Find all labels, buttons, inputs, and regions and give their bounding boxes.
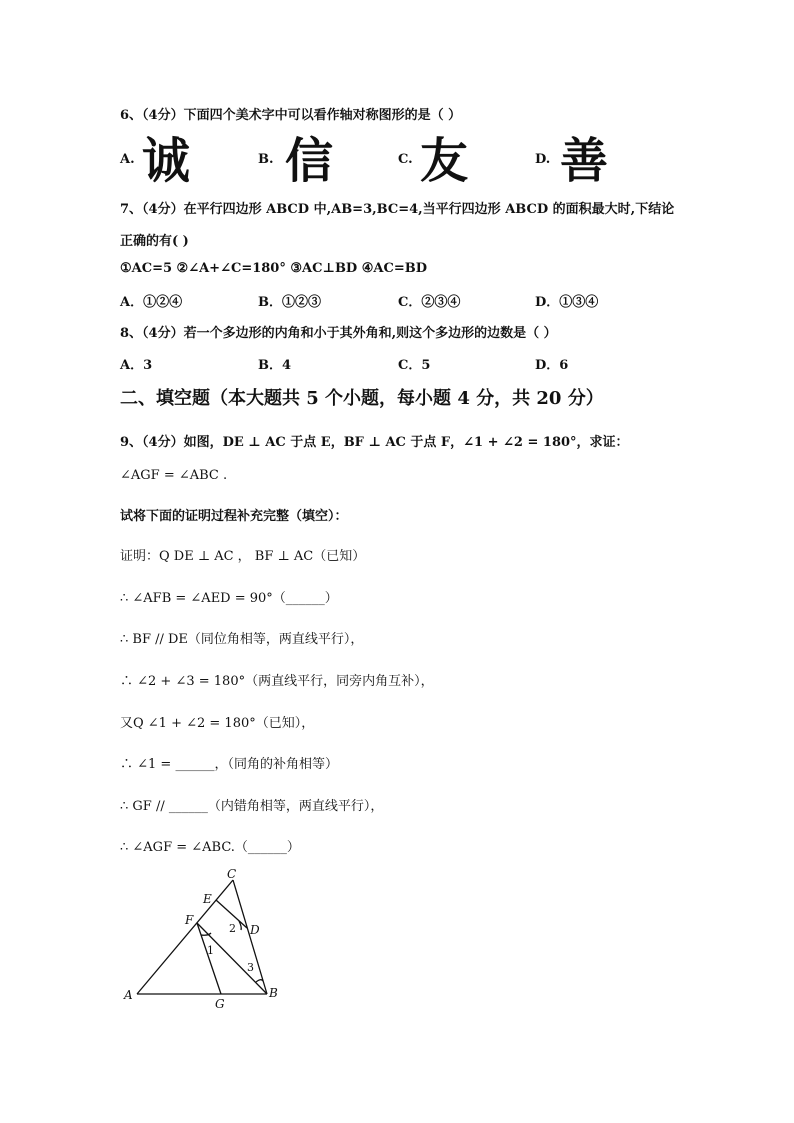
- proof-line-6: ∴ ∠1 = ______，（同角的补角相等）: [120, 757, 338, 772]
- q7-option-b: B．①②③: [258, 295, 321, 310]
- angle-3-arc: [256, 980, 263, 982]
- proof-line-4: ∴ ∠2 + ∠3 = 180°（两直线平行，同旁内角互补），: [120, 674, 434, 689]
- proof-line-1: 证明：Q DE ⊥ AC ， BF ⊥ AC（已知）: [120, 549, 366, 564]
- q6-stem: 6、（4分）下面四个美术字中可以看作轴对称图形的是（ ）: [120, 108, 462, 123]
- q6-option-b-label: B.: [258, 152, 274, 167]
- q7-statements: ①AC=5 ②∠A+∠C=180° ③AC⊥BD ④AC=BD: [120, 261, 427, 276]
- q7-option-a: A．①②④: [120, 295, 183, 310]
- label-angle-3: 3: [247, 961, 254, 974]
- label-angle-1: 1: [207, 944, 214, 957]
- q7-stem-line2: 正确的有( ): [120, 234, 189, 249]
- q7-stem-line1: 7、（4分）在平行四边形 ABCD 中,AB=3,BC=4,当平行四边形 ABCD 的面积最大时,下结论: [120, 202, 675, 217]
- q6-option-d-char: 善: [560, 133, 609, 189]
- q9-instruction: 试将下面的证明过程补充完整（填空）：: [120, 509, 348, 524]
- segment-ac: [137, 880, 233, 994]
- q8-option-c: C．5: [398, 358, 431, 373]
- q8-option-b: B．4: [258, 358, 292, 373]
- label-e: E: [203, 892, 212, 906]
- q8-stem: 8、（4分）若一个多边形的内角和小于其外角和,则这个多边形的边数是（ ）: [120, 326, 557, 341]
- proof-line-5: 又Q ∠1 + ∠2 = 180°（已知），: [120, 716, 315, 731]
- geometry-figure: [115, 866, 295, 1016]
- label-d: D: [250, 923, 260, 937]
- section-title: 二、填空题（本大题共 5 个小题，每小题 4 分，共 20 分）: [120, 388, 604, 409]
- q6-option-a-char: 诚: [142, 133, 191, 189]
- q7-option-c: C．②③④: [398, 295, 461, 310]
- label-c: C: [227, 867, 237, 881]
- proof-line-8: ∴ ∠AGF = ∠ABC.（______）: [120, 840, 300, 855]
- label-b: B: [269, 986, 278, 1000]
- q6-option-a-label: A.: [120, 152, 135, 167]
- proof-line-2: ∴ ∠AFB = ∠AED = 90°（______）: [120, 591, 338, 606]
- q9-line2: ∠AGF = ∠ABC .: [120, 468, 228, 483]
- label-angle-2: 2: [229, 922, 236, 935]
- q6-option-b-char: 信: [285, 133, 334, 189]
- q7-option-d: D．①③④: [535, 295, 599, 310]
- proof-line-3: ∴ BF // DE（同位角相等，两直线平行），: [120, 632, 364, 647]
- q9-line1: 9、（4分）如图，DE ⊥ AC 于点 E，BF ⊥ AC 于点 F，∠1 + ∠2 = 180°，求证：: [120, 435, 629, 450]
- q8-option-d: D．6: [535, 358, 569, 373]
- q6-option-c-char: 友: [420, 133, 469, 189]
- label-a: A: [124, 988, 133, 1002]
- proof-line-7: ∴ GF // ______（内错角相等，两直线平行），: [120, 799, 384, 814]
- q6-option-d-label: D.: [535, 152, 551, 167]
- label-f: F: [185, 913, 194, 927]
- q6-option-c-label: C.: [398, 152, 413, 167]
- label-g: G: [215, 997, 225, 1011]
- q8-option-a: A．3: [120, 358, 153, 373]
